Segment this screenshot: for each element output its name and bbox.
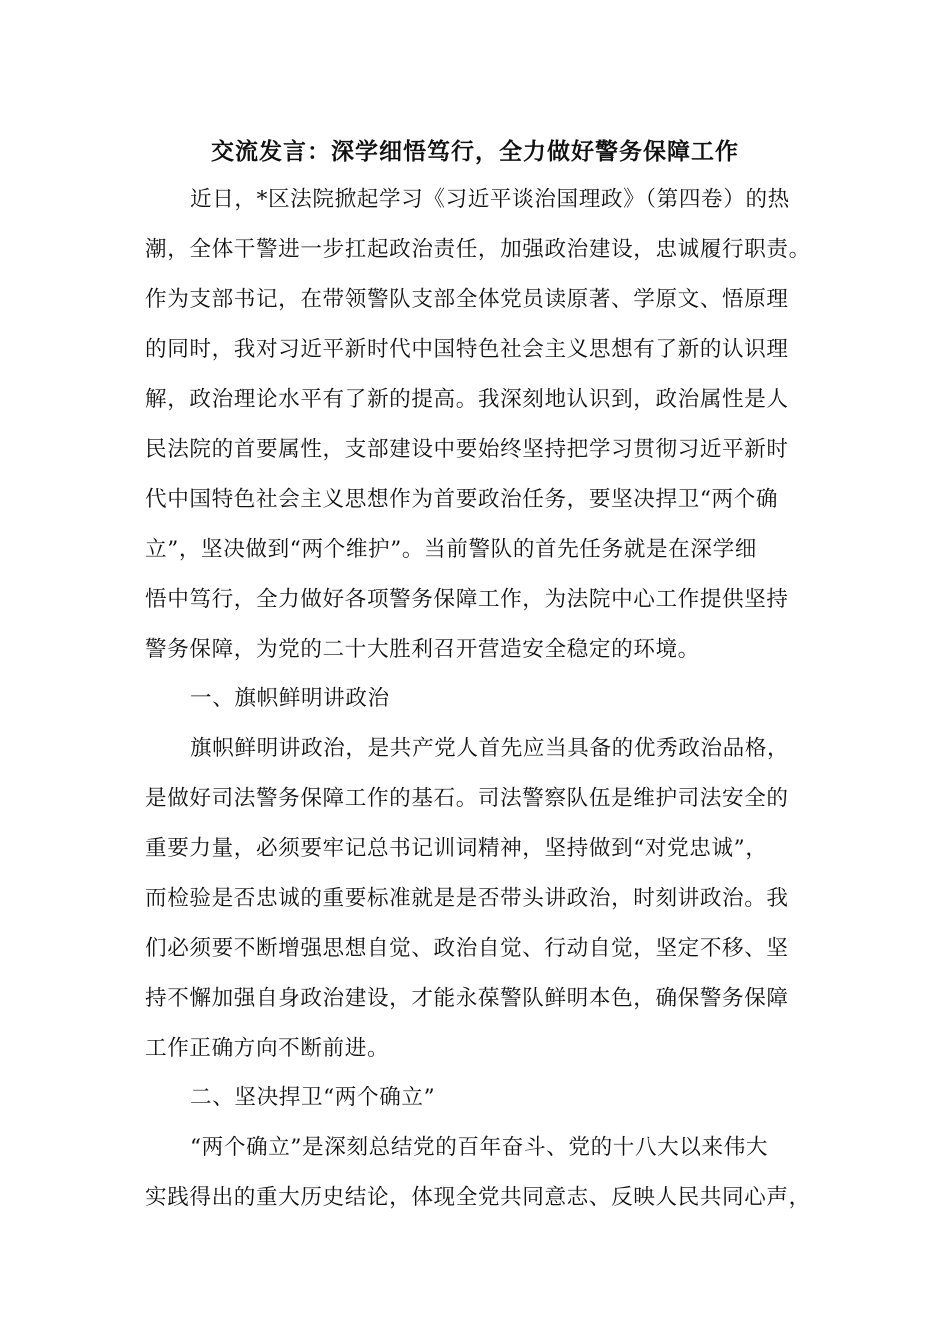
paragraph-line: 旗帜鲜明讲政治，是共产党人首先应当具备的优秀政治品格， <box>190 736 790 761</box>
paragraph-line: 重要力量，必须要牢记总书记训词精神，坚持做到“对党忠诚”， <box>145 836 768 861</box>
document-title: 交流发言：深学细悟笃行，全力做好警务保障工作 <box>211 138 739 165</box>
paragraph-line: 而检验是否忠诚的重要标准就是是否带头讲政治，时刻讲政治。我 <box>145 886 789 911</box>
paragraph-line: 代中国特色社会主义思想作为首要政治任务，要坚决捍卫“两个确 <box>145 487 779 512</box>
paragraph-line: 工作正确方向不断前进。 <box>145 1036 390 1061</box>
section-heading-1: 一、旗帜鲜明讲政治 <box>190 686 390 711</box>
paragraph-line: 民法院的首要属性，支部建设中要始终坚持把学习贯彻习近平新时 <box>145 437 789 462</box>
section-heading-2: 二、坚决捍卫“两个确立” <box>190 1085 436 1110</box>
paragraph-line: 的同时，我对习近平新时代中国特色社会主义思想有了新的认识理 <box>145 337 789 362</box>
paragraph-line: 解，政治理论水平有了新的提高。我深刻地认识到，政治属性是人 <box>145 387 789 412</box>
paragraph-line: 悟中笃行，全力做好各项警务保障工作，为法院中心工作提供坚持 <box>145 587 789 612</box>
paragraph-line: 们必须要不断增强思想自觉、政治自觉、行动自觉，坚定不移、坚 <box>145 936 789 961</box>
paragraph-line: 立”，坚决做到“两个维护”。当前警队的首先任务就是在深学细 <box>145 537 757 562</box>
paragraph-line: 持不懈加强自身政治建设，才能永葆警队鲜明本色，确保警务保障 <box>145 986 789 1011</box>
paragraph-line: 实践得出的重大历史结论，体现全党共同意志、反映人民共同心声， <box>145 1185 811 1210</box>
paragraph-line: 作为支部书记，在带领警队支部全体党员读原著、学原文、悟原理 <box>145 287 789 312</box>
paragraph-line: “两个确立”是深刻总结党的百年奋斗、党的十八大以来伟大 <box>190 1135 769 1160</box>
paragraph-line: 警务保障，为党的二十大胜利召开营造安全稳定的环境。 <box>145 637 700 662</box>
paragraph-line: 是做好司法警务保障工作的基石。司法警察队伍是维护司法安全的 <box>145 786 789 811</box>
paragraph-line: 近日，*区法院掀起学习《习近平谈治国理政》（第四卷）的热 <box>190 187 790 212</box>
paragraph-line: 潮，全体干警进一步扛起政治责任，加强政治建设，忠诚履行职责。 <box>145 237 811 262</box>
